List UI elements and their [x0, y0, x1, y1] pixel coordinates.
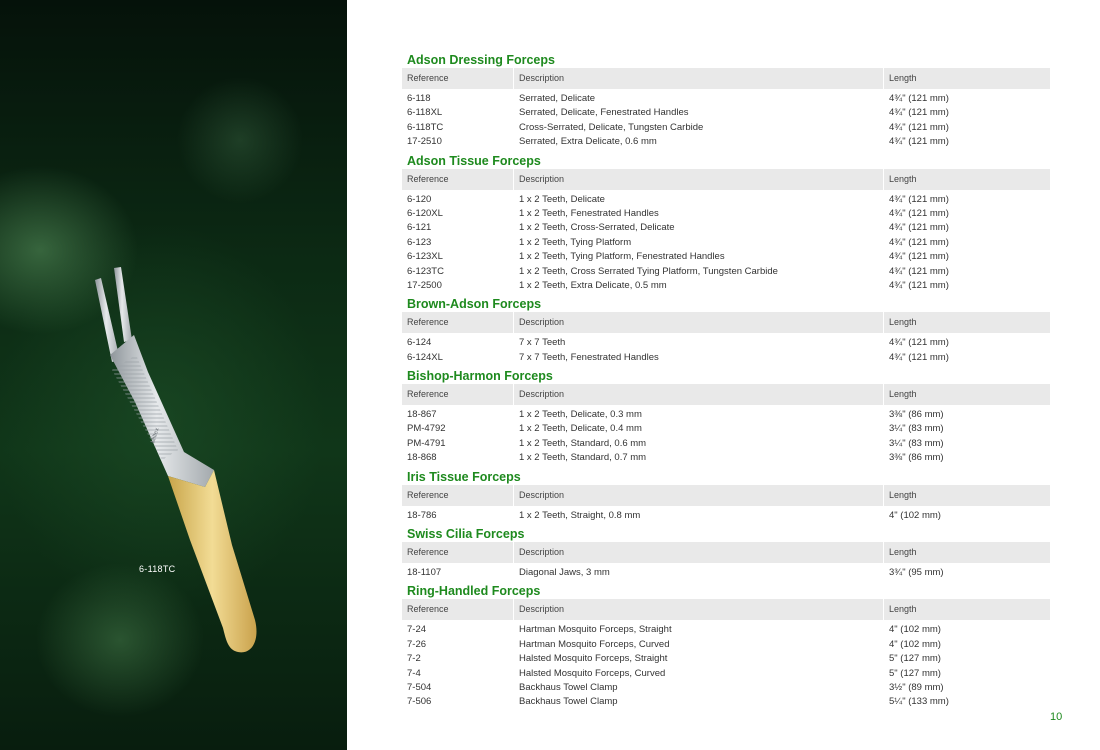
cell-reference: 7-506 — [407, 696, 432, 708]
cell-reference: 6-118TC — [407, 121, 444, 133]
header-length: Length — [883, 312, 1050, 333]
product-catalog — [402, 52, 1050, 713]
cell-description: Halsted Mosquito Forceps, Straight — [519, 653, 668, 665]
table-row — [402, 236, 1050, 250]
table-row — [402, 638, 1050, 652]
cell-reference: 6-118 — [407, 93, 431, 104]
section-title: Ring-Handled Forceps — [407, 584, 541, 599]
cell-length: 4¾" (121 mm) — [889, 279, 949, 291]
section-title: Bishop-Harmon Forceps — [407, 369, 553, 384]
cell-description: Serrated, Extra Delicate, 0.6 mm — [519, 136, 657, 148]
cell-length: 5" (127 mm) — [889, 653, 941, 665]
table-row — [402, 351, 1050, 365]
header-description: Description — [513, 68, 883, 89]
cell-reference: PM-4791 — [407, 437, 446, 449]
catalog-section — [402, 296, 1050, 365]
cell-reference: 7-24 — [407, 624, 427, 636]
cell-reference: 18-1107 — [407, 567, 442, 579]
header-reference: Reference — [407, 389, 449, 400]
table-header — [402, 542, 1050, 563]
section-title: Swiss Cilia Forceps — [407, 527, 525, 542]
cell-length: 3¼" (83 mm) — [889, 423, 944, 435]
section-title: Adson Tissue Forceps — [407, 153, 541, 168]
table-header — [402, 599, 1050, 620]
table-row — [402, 408, 1050, 422]
cell-length: 4¾" (121 mm) — [889, 265, 949, 277]
header-description: Description — [513, 169, 883, 190]
header-reference: Reference — [407, 489, 449, 500]
cell-length: 3½" (89 mm) — [889, 681, 944, 693]
cell-reference: 18-868 — [407, 452, 437, 464]
cell-description: Hartman Mosquito Forceps, Curved — [519, 638, 670, 650]
cell-reference: 7-26 — [407, 638, 427, 650]
table-row — [402, 221, 1050, 235]
cell-description: 1 x 2 Teeth, Fenestrated Handles — [519, 207, 659, 219]
cell-description: 1 x 2 Teeth, Extra Delicate, 0.5 mm — [519, 279, 667, 291]
table-row — [402, 695, 1050, 709]
cell-length: 4" (102 mm) — [889, 638, 941, 650]
table-row — [402, 652, 1050, 666]
cell-description: 1 x 2 Teeth, Tying Platform, Fenestrated Handles — [519, 251, 725, 263]
table-header — [402, 312, 1050, 333]
cell-length: 4¾" (121 mm) — [889, 351, 949, 363]
cell-length: 4" (102 mm) — [889, 509, 941, 521]
cell-reference: 6-120XL — [407, 207, 443, 219]
cell-description: 1 x 2 Teeth, Delicate — [519, 193, 605, 205]
cell-reference: 6-123TC — [407, 265, 444, 277]
table-row — [402, 437, 1050, 451]
cell-description: Serrated, Delicate — [519, 93, 596, 104]
cell-description: Cross-Serrated, Delicate, Tungsten Carbide — [519, 121, 704, 133]
cell-reference: PM-4792 — [407, 423, 446, 435]
catalog-section — [402, 583, 1050, 709]
catalog-section — [402, 526, 1050, 580]
cell-description: Backhaus Towel Clamp — [519, 696, 618, 708]
table-row — [402, 566, 1050, 580]
header-length: Length — [883, 599, 1050, 620]
cell-length: 4¾" (121 mm) — [889, 207, 949, 219]
header-length: Length — [883, 384, 1050, 405]
cell-reference: 6-118XL — [407, 107, 443, 119]
table-row — [402, 623, 1050, 637]
table-row — [402, 207, 1050, 221]
table-header — [402, 169, 1050, 190]
header-description: Description — [513, 384, 883, 405]
forceps-imprint: Miltex — [150, 427, 161, 445]
cell-reference: 7-504 — [407, 681, 432, 693]
cell-length: 4" (102 mm) — [889, 624, 941, 636]
cell-length: 3⅜" (86 mm) — [889, 409, 944, 421]
cell-length: 5" (127 mm) — [889, 667, 941, 679]
cell-length: 4¾" (121 mm) — [889, 136, 949, 148]
cell-description: 1 x 2 Teeth, Standard, 0.7 mm — [519, 452, 647, 464]
catalog-section — [402, 52, 1050, 150]
header-length: Length — [883, 542, 1050, 563]
cell-description: 1 x 2 Teeth, Cross Serrated Tying Platform, Tungsten Carbide — [519, 265, 778, 277]
header-reference: Reference — [407, 73, 449, 83]
header-description: Description — [513, 599, 883, 620]
cell-description: Serrated, Delicate, Fenestrated Handles — [519, 107, 689, 119]
cell-length: 3¼" (83 mm) — [889, 437, 944, 449]
cell-description: 1 x 2 Teeth, Cross-Serrated, Delicate — [519, 222, 675, 234]
table-row — [402, 336, 1050, 350]
header-reference: Reference — [407, 604, 449, 615]
header-length: Length — [883, 485, 1050, 506]
table-row — [402, 422, 1050, 436]
cell-length: 4¾" (121 mm) — [889, 222, 949, 234]
section-title: Adson Dressing Forceps — [407, 53, 555, 67]
cell-length: 4¾" (121 mm) — [889, 236, 949, 248]
catalog-section — [402, 368, 1050, 466]
table-row — [402, 265, 1050, 279]
table-row — [402, 193, 1050, 207]
cell-description: Halsted Mosquito Forceps, Curved — [519, 667, 666, 679]
table-row — [402, 92, 1050, 106]
cell-reference: 18-867 — [407, 409, 437, 421]
cell-description: 1 x 2 Teeth, Standard, 0.6 mm — [519, 437, 647, 449]
table-row — [402, 135, 1050, 149]
header-reference: Reference — [407, 173, 449, 184]
header-length: Length — [883, 169, 1050, 190]
table-row — [402, 509, 1050, 523]
header-description: Description — [513, 485, 883, 506]
cell-description: 1 x 2 Teeth, Delicate, 0.3 mm — [519, 409, 642, 421]
cell-description: 7 x 7 Teeth, Fenestrated Handles — [519, 351, 659, 363]
table-header — [402, 485, 1050, 506]
header-length: Length — [883, 68, 1050, 89]
cell-description: Diagonal Jaws, 3 mm — [519, 567, 610, 579]
product-photo — [0, 0, 347, 750]
cell-description: 7 x 7 Teeth — [519, 337, 566, 349]
cell-length: 4¾" (121 mm) — [889, 337, 949, 349]
photo-caption: 6-118TC — [139, 564, 176, 574]
table-row — [402, 681, 1050, 695]
cell-length: 3⅜" (86 mm) — [889, 452, 944, 464]
cell-reference: 6-120 — [407, 193, 432, 205]
header-description: Description — [513, 312, 883, 333]
cell-length: 3¾" (95 mm) — [889, 567, 944, 579]
header-reference: Reference — [407, 547, 449, 558]
cell-reference: 7-4 — [407, 667, 421, 679]
cell-reference: 6-123XL — [407, 251, 443, 263]
section-title: Brown-Adson Forceps — [407, 297, 542, 312]
catalog-section — [402, 469, 1050, 523]
table-row — [402, 250, 1050, 264]
section-title: Iris Tissue Forceps — [407, 469, 521, 484]
forceps-illustration — [0, 0, 347, 750]
cell-description: 1 x 2 Teeth, Tying Platform — [519, 236, 632, 248]
page-number: 10 — [1050, 711, 1063, 723]
table-header — [402, 68, 1050, 89]
table-row — [402, 451, 1050, 465]
cell-description: 1 x 2 Teeth, Delicate, 0.4 mm — [519, 423, 642, 435]
cell-reference: 6-121 — [407, 222, 432, 234]
header-description: Description — [513, 542, 883, 563]
cell-length: 4¾" (121 mm) — [889, 121, 949, 133]
cell-reference: 17-2500 — [407, 279, 442, 291]
cell-length: 4¾" (121 mm) — [889, 107, 949, 119]
cell-reference: 7-2 — [407, 653, 421, 665]
table-row — [402, 279, 1050, 293]
cell-reference: 6-124 — [407, 337, 432, 349]
table-header — [402, 384, 1050, 405]
catalog-section — [402, 153, 1050, 294]
cell-reference: 6-123 — [407, 236, 432, 248]
cell-reference: 6-124XL — [407, 351, 443, 363]
cell-reference: 17-2510 — [407, 136, 442, 148]
header-reference: Reference — [407, 317, 449, 328]
cell-description: 1 x 2 Teeth, Straight, 0.8 mm — [519, 509, 641, 521]
cell-reference: 18-786 — [407, 509, 437, 521]
table-row — [402, 106, 1050, 120]
table-row — [402, 121, 1050, 135]
cell-length: 4¾" (121 mm) — [889, 193, 949, 205]
cell-description: Hartman Mosquito Forceps, Straight — [519, 624, 672, 636]
table-row — [402, 667, 1050, 681]
cell-description: Backhaus Towel Clamp — [519, 681, 618, 693]
cell-length: 4¾" (121 mm) — [889, 93, 949, 104]
cell-length: 5¼" (133 mm) — [889, 696, 949, 708]
cell-length: 4¾" (121 mm) — [889, 251, 949, 263]
